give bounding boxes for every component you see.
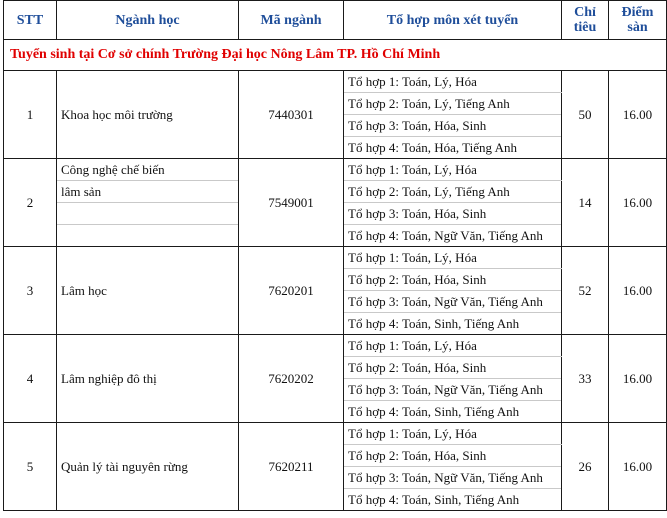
to-hop-cell: Tổ hợp 4: Toán, Sinh, Tiếng Anh — [344, 313, 562, 335]
to-hop-cell: Tổ hợp 2: Toán, Lý, Tiếng Anh — [344, 181, 562, 203]
header-diem-san — [609, 1, 667, 40]
ma-nganh-cell: 7620201 — [239, 247, 344, 335]
to-hop-cell: Tổ hợp 2: Toán, Hóa, Sinh — [344, 269, 562, 291]
diem-san-cell: 16.00 — [609, 247, 667, 335]
header-row — [4, 1, 667, 40]
to-hop-cell: Tổ hợp 2: Toán, Hóa, Sinh — [344, 445, 562, 467]
to-hop-cell: Tổ hợp 3: Toán, Ngữ Văn, Tiếng Anh — [344, 467, 562, 489]
header-to-hop: Tổ hợp môn xét tuyển — [344, 1, 562, 40]
header-chi-tieu: Chỉ tiêu — [562, 1, 609, 40]
stt-cell: 1 — [4, 71, 57, 159]
to-hop-cell: Tổ hợp 3: Toán, Hóa, Sinh — [344, 203, 562, 225]
nganh-cell: Lâm học — [57, 247, 239, 335]
header-stt: STT — [4, 1, 57, 40]
table-row — [4, 335, 667, 357]
nganh-line-empty — [57, 203, 238, 225]
nganh-cell: Lâm nghiệp đô thị — [57, 335, 239, 423]
section-row — [4, 40, 667, 71]
ma-nganh-cell: 7440301 — [239, 71, 344, 159]
diem-san-cell: 16.00 — [609, 159, 667, 247]
to-hop-cell: Tổ hợp 4: Toán, Hóa, Tiếng Anh — [344, 137, 562, 159]
admissions-table — [3, 0, 667, 511]
nganh-cell — [57, 159, 239, 247]
ma-nganh-cell: 7620202 — [239, 335, 344, 423]
diem-san-cell: 16.00 — [609, 335, 667, 423]
to-hop-cell: Tổ hợp 1: Toán, Lý, Hóa — [344, 423, 562, 445]
stt-cell: 2 — [4, 159, 57, 247]
table-row — [4, 247, 667, 269]
header-diem-san-line1: Điểm — [621, 5, 654, 20]
to-hop-cell: Tổ hợp 1: Toán, Lý, Hóa — [344, 247, 562, 269]
chi-tieu-cell: 33 — [562, 335, 609, 423]
header-ma-nganh: Mã ngành — [239, 1, 344, 40]
to-hop-cell: Tổ hợp 2: Toán, Hóa, Sinh — [344, 357, 562, 379]
to-hop-cell: Tổ hợp 4: Toán, Ngữ Văn, Tiếng Anh — [344, 225, 562, 247]
nganh-cell: Khoa học môi trường — [57, 71, 239, 159]
table-row — [4, 71, 667, 93]
nganh-cell: Quản lý tài nguyên rừng — [57, 423, 239, 511]
to-hop-cell: Tổ hợp 3: Toán, Ngữ Văn, Tiếng Anh — [344, 291, 562, 313]
chi-tieu-cell: 50 — [562, 71, 609, 159]
diem-san-cell: 16.00 — [609, 423, 667, 511]
nganh-line-1: Công nghệ chế biến — [57, 159, 238, 181]
to-hop-cell: Tổ hợp 3: Toán, Ngữ Văn, Tiếng Anh — [344, 379, 562, 401]
diem-san-cell: 16.00 — [609, 71, 667, 159]
to-hop-cell: Tổ hợp 3: Toán, Hóa, Sinh — [344, 115, 562, 137]
chi-tieu-cell: 52 — [562, 247, 609, 335]
to-hop-cell: Tổ hợp 1: Toán, Lý, Hóa — [344, 159, 562, 181]
ma-nganh-cell: 7620211 — [239, 423, 344, 511]
header-diem-san-line2: sàn — [627, 20, 648, 35]
chi-tieu-cell: 14 — [562, 159, 609, 247]
nganh-line-2: lâm sản — [57, 181, 238, 203]
to-hop-cell: Tổ hợp 2: Toán, Lý, Tiếng Anh — [344, 93, 562, 115]
chi-tieu-cell: 26 — [562, 423, 609, 511]
stt-cell: 4 — [4, 335, 57, 423]
to-hop-cell: Tổ hợp 1: Toán, Lý, Hóa — [344, 335, 562, 357]
section-title: Tuyển sinh tại Cơ sở chính Trường Đại học Nông Lâm TP. Hồ Chí Minh — [4, 40, 667, 71]
table-row — [4, 159, 667, 181]
to-hop-cell: Tổ hợp 4: Toán, Sinh, Tiếng Anh — [344, 401, 562, 423]
stt-cell: 5 — [4, 423, 57, 511]
table-row — [4, 423, 667, 445]
to-hop-cell: Tổ hợp 1: Toán, Lý, Hóa — [344, 71, 562, 93]
ma-nganh-cell: 7549001 — [239, 159, 344, 247]
stt-cell: 3 — [4, 247, 57, 335]
header-nganh-hoc: Ngành học — [57, 1, 239, 40]
to-hop-cell: Tổ hợp 4: Toán, Sinh, Tiếng Anh — [344, 489, 562, 511]
nganh-line-empty — [57, 225, 238, 246]
